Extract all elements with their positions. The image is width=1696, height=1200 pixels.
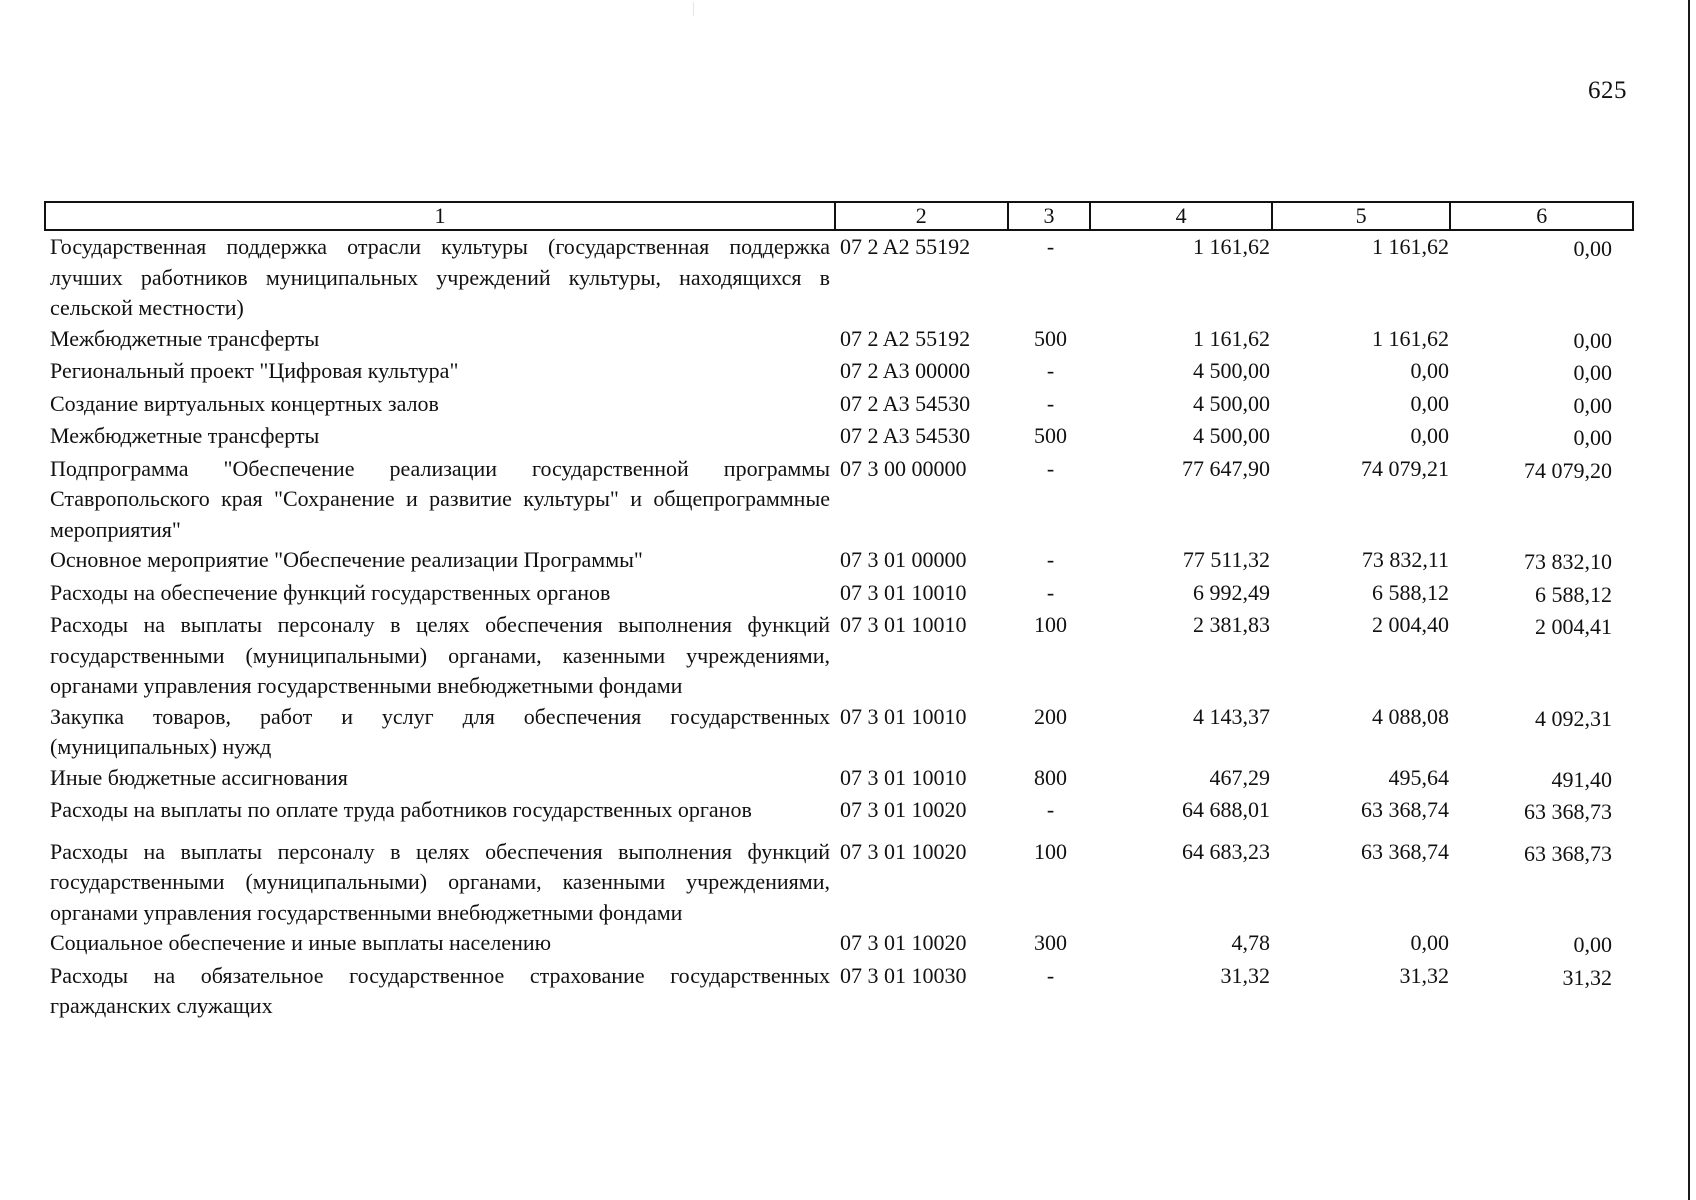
row-code: 07 3 00 00000: [840, 455, 967, 481]
row-expense-type: 500: [1034, 423, 1067, 448]
row-code: 07 2 A2 55192: [840, 325, 971, 351]
row-expense-type: -: [1046, 579, 1055, 605]
header-col-6: 6: [1536, 203, 1548, 228]
row-value-col5: 0,00: [1410, 423, 1449, 448]
row-description: Социальное обеспечение и иные выплаты населению: [50, 930, 552, 955]
table-body: [44, 232, 1634, 1022]
row-expense-type: -: [1046, 358, 1055, 383]
row-description: Расходы на выплаты по оплате труда работников государственных органов: [50, 797, 752, 822]
row-value-col5: 1 161,62: [1372, 325, 1449, 351]
row-value-col6: 2 004,41: [1535, 614, 1612, 639]
row-code: 07 2 A3 54530: [840, 423, 971, 448]
table-row: [44, 356, 1634, 389]
row-value-col6: 0,00: [1573, 392, 1612, 418]
row-code: 07 3 01 10020: [840, 930, 967, 955]
row-code: 07 3 01 10010: [840, 579, 967, 605]
row-expense-type: -: [1046, 234, 1055, 259]
row-expense-type: -: [1046, 390, 1055, 416]
row-value-col4: 4 500,00: [1193, 390, 1270, 416]
row-value-col6: 0,00: [1573, 425, 1612, 450]
row-expense-type: 100: [1034, 612, 1067, 637]
row-value-col6: 63 368,73: [1524, 840, 1612, 866]
row-value-col4: 4,78: [1231, 930, 1270, 955]
row-value-col4: 64 683,23: [1182, 838, 1270, 864]
row-value-col5: 6 588,12: [1372, 579, 1449, 605]
table-row: [44, 610, 1634, 702]
row-code: 07 3 01 10010: [840, 612, 967, 637]
row-value-col4: 2 381,83: [1193, 612, 1270, 637]
table-row: [44, 389, 1634, 422]
row-description: Расходы на обеспечение функций государственных органов: [50, 579, 611, 605]
row-value-col5: 4 088,08: [1372, 703, 1449, 729]
row-value-col6: 0,00: [1573, 327, 1612, 353]
row-code: 07 2 A2 55192: [840, 234, 971, 259]
row-value-col6: 0,00: [1573, 932, 1612, 957]
row-value-col4: 77 647,90: [1182, 455, 1270, 481]
row-expense-type: -: [1046, 455, 1055, 481]
table-row: [44, 545, 1634, 578]
row-value-col5: 31,32: [1399, 962, 1449, 988]
row-value-col5: 495,64: [1388, 764, 1449, 790]
row-value-col5: 74 079,21: [1361, 455, 1449, 481]
header-col-4: 4: [1091, 203, 1273, 229]
row-value-col6: 0,00: [1573, 360, 1612, 385]
row-value-col6: 6 588,12: [1535, 581, 1612, 607]
table-row: [44, 702, 1634, 763]
row-value-col6: 4 092,31: [1535, 705, 1612, 731]
table-row: [44, 795, 1634, 828]
row-expense-type: 100: [1034, 838, 1067, 864]
row-value-col5: 63 368,74: [1361, 797, 1449, 822]
scan-artifact: [693, 2, 694, 16]
row-code: 07 2 A3 00000: [840, 358, 971, 383]
row-value-col4: 31,32: [1220, 962, 1270, 988]
row-description: Региональный проект "Цифровая культура": [50, 358, 459, 383]
table-row: [44, 421, 1634, 454]
row-value-col5: 2 004,40: [1372, 612, 1449, 637]
row-value-col5: 1 161,62: [1372, 234, 1449, 259]
row-expense-type: -: [1046, 547, 1055, 572]
row-description: Расходы на выплаты персоналу в целях обеспечения выполнения функций государственными (муниципальными) органами, казенными учреждениями, органами управления государственными внебюджетными фондами: [50, 612, 830, 698]
row-expense-type: 200: [1034, 703, 1067, 729]
table-row: [44, 928, 1634, 961]
row-value-col4: 467,29: [1209, 764, 1270, 790]
row-code: 07 3 01 10020: [840, 838, 967, 864]
row-expense-type: -: [1046, 962, 1055, 988]
row-expense-type: 300: [1034, 930, 1067, 955]
row-value-col4: 1 161,62: [1193, 234, 1270, 259]
row-value-col6: 31,32: [1562, 964, 1612, 990]
row-code: 07 3 01 10010: [840, 703, 967, 729]
table-row: [44, 837, 1634, 929]
row-code: 07 3 01 10020: [840, 797, 967, 822]
row-value-col5: 63 368,74: [1361, 838, 1449, 864]
row-expense-type: 800: [1034, 764, 1067, 790]
row-value-col6: 491,40: [1551, 766, 1612, 792]
row-value-col4: 1 161,62: [1193, 325, 1270, 351]
row-value-col5: 0,00: [1410, 390, 1449, 416]
row-description: Закупка товаров, работ и услуг для обеспечения государственных (муниципальных) нужд: [50, 703, 830, 759]
table-row: [44, 763, 1634, 796]
row-code: 07 3 01 10010: [840, 764, 967, 790]
row-description: Создание виртуальных концертных залов: [50, 390, 439, 416]
row-expense-type: -: [1046, 797, 1055, 822]
header-col-3: 3: [1009, 203, 1092, 229]
row-expense-type: 500: [1034, 325, 1067, 351]
row-value-col4: 4 143,37: [1193, 703, 1270, 729]
table-row: [44, 961, 1634, 1022]
row-description: Государственная поддержка отрасли культуры (государственная поддержка лучших работников муниципальных учреждений культуры, находящихся в сельской местности): [50, 234, 830, 320]
table-header: [44, 201, 1634, 231]
row-value-col4: 6 992,49: [1193, 579, 1270, 605]
table-row: [44, 578, 1634, 611]
scan-edge-line: [1688, 0, 1690, 1200]
row-value-col4: 64 688,01: [1182, 797, 1270, 822]
row-value-col4: 4 500,00: [1193, 423, 1270, 448]
row-value-col4: 4 500,00: [1193, 358, 1270, 383]
row-value-col5: 0,00: [1410, 358, 1449, 383]
row-description: Расходы на выплаты персоналу в целях обеспечения выполнения функций государственными (муниципальными) органами, казенными учреждениями, органами управления государственными внебюджетными фондами: [50, 838, 830, 925]
row-description: Основное мероприятие "Обеспечение реализации Программы": [50, 547, 643, 572]
header-col-1: 1: [46, 203, 836, 229]
row-value-col5: 0,00: [1410, 930, 1449, 955]
row-description: Подпрограмма "Обеспечение реализации государственной программы Ставропольского края "Сохранение и развитие культуры" и общепрограммные мероприятия": [50, 455, 830, 542]
row-code: 07 3 01 10030: [840, 962, 967, 988]
row-code: 07 3 01 00000: [840, 547, 967, 572]
table-row: [44, 324, 1634, 357]
row-description: Межбюджетные трансферты: [50, 423, 320, 448]
row-value-col6: 74 079,20: [1524, 457, 1612, 483]
table-row: [44, 232, 1634, 324]
row-description: Иные бюджетные ассигнования: [50, 764, 348, 790]
row-value-col6: 0,00: [1573, 236, 1612, 261]
row-code: 07 2 A3 54530: [840, 390, 971, 416]
row-description: Расходы на обязательное государственное страхование государственных гражданских служащих: [50, 962, 830, 1018]
row-value-col5: 73 832,11: [1361, 547, 1449, 572]
row-value-col6: 73 832,10: [1524, 549, 1612, 574]
row-value-col6: 63 368,73: [1524, 799, 1612, 824]
row-value-col4: 77 511,32: [1182, 547, 1270, 572]
header-col-2: 2: [836, 203, 1009, 229]
row-description: Межбюджетные трансферты: [50, 325, 320, 351]
page-number: 625: [1588, 77, 1627, 104]
table-row: [44, 454, 1634, 546]
header-col-5: 5: [1273, 203, 1452, 229]
